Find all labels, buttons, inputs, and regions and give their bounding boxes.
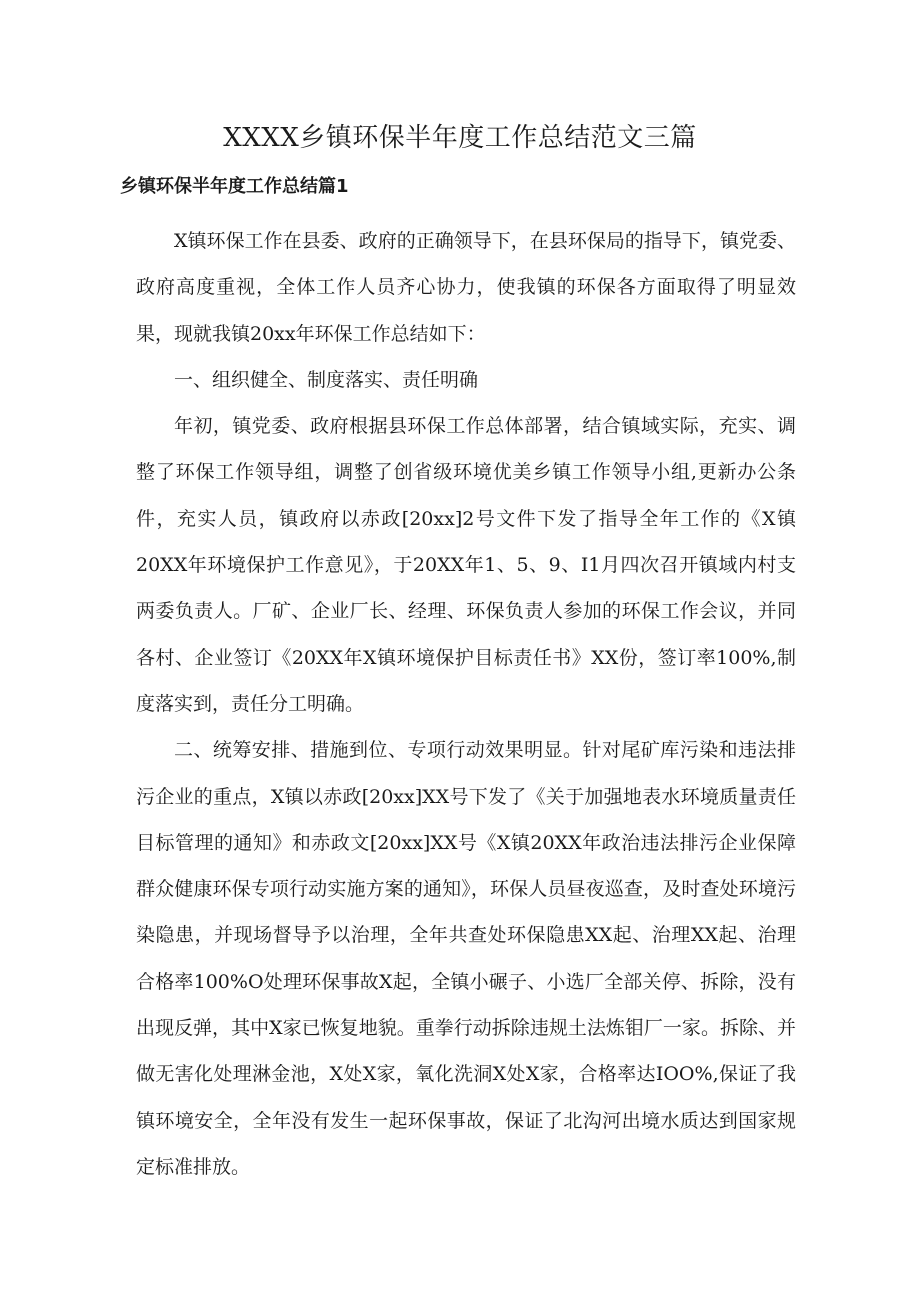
paragraph-measures: 二、统筹安排、措施到位、专项行动效果明显。针对尾矿库污染和违法排污企业的重点，X镇以赤政[20xx]XX号下发了《关于加强地表水环境质量责任目标管理的通知》和赤政文[20xx]XX号《X镇20XX年政治违法排污企业保障群众健康环保专项行动实施方案的通知》，环保人员昼夜巡查，及时查处环境污染隐患，并现场督导予以治理，全年共查处环保隐患XX起、治理XX起、治理合格率100%O处理环保事故X起，全镇小碾子、小选厂全部关停、拆除，没有出现反弹，其中X家已恢复地貌。重拳行动拆除违规土法炼钼厂一家。拆除、并做无害化处理淋金池，X处X家，氧化洗洞X处X家，合格率达IOO%,保证了我镇环境安全，全年没有发生一起环保事故，保证了北沟河出境水质达到国家规定标准排放。 <box>136 739 796 1178</box>
document-body <box>136 218 796 1190</box>
paragraph-organization: 年初，镇党委、政府根据县环保工作总体部署，结合镇域实际，充实、调整了环保工作领导组，调整了创省级环境优美乡镇工作领导小组,更新办公条件，充实人员，镇政府以赤政[20xx]2号文件下发了指导全年工作的《X镇20XX年环境保护工作意见》，于20XX年1、5、9、I1月四次召开镇域内村支两委负责人。厂矿、企业厂长、经理、环保负责人参加的环保工作会议，并同各村、企业签订《20XX年X镇环境保护目标责任书》XX份，签订率100%,制度落实到，责任分工明确。 <box>136 415 796 715</box>
section-heading: 乡镇环保半年度工作总结篇1 <box>120 176 349 197</box>
document-title: XXXX乡镇环保半年度工作总结范文三篇 <box>223 123 697 153</box>
paragraph-subheading-1: 一、组织健全、制度落实、责任明确 <box>174 368 479 391</box>
paragraph-intro: X镇环保工作在县委、政府的正确领导下，在县环保局的指导下，镇党委、政府高度重视，全体工作人员齐心协力，使我镇的环保各方面取得了明显效果，现就我镇20xx年环保工作总结如下： <box>136 230 796 345</box>
